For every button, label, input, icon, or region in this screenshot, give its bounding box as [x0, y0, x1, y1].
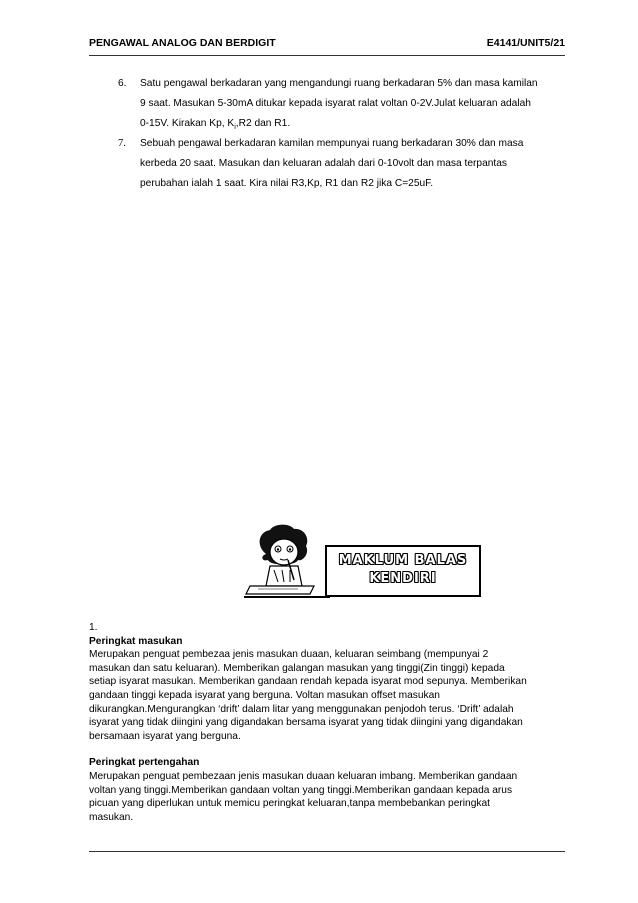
question-line: Sebuah pengawal berkadaran kamilan mempunyai ruang berkadaran 30% dan masa — [140, 138, 524, 149]
paragraph-line: picuan yang diperlukan untuk memicu peringkat keluaran,tanpa membebankan peringkat — [89, 798, 490, 810]
paragraph-line: masukan. — [89, 811, 134, 823]
question-line: kerbeda 20 saat. Masukan dan keluaran adalah dari 0-10volt dan masa terpantas — [140, 158, 507, 169]
footer-rule — [89, 851, 565, 852]
paragraph-line: isyarat yang tidak diingini yang digandakan bersama isyarat yang tidak diingini yang digandakan — [89, 717, 523, 729]
paragraph-line: gandaan tinggi kepada isyarat yang berguna. Voltan masukan offset masukan — [89, 689, 440, 701]
student-writing-illustration — [244, 524, 332, 600]
question-line: Satu pengawal berkadaran yang mengandungi ruang berkadaran 5% dan masa kamilan — [140, 78, 538, 89]
paragraph-gap — [89, 743, 569, 756]
section-heading: Peringkat pertengahan — [89, 757, 200, 769]
paragraph-line: setiap isyarat masukan. Memberikan gandaan rendah kepada isyarat mod sepunya. Memberikan — [89, 676, 527, 688]
answer-number: 1. — [89, 622, 98, 633]
header-code: E4141/UNIT5/21 — [486, 37, 565, 49]
banner-line-1: MAKLUM BALAS — [338, 553, 468, 568]
paragraph-line: Merupakan penguat pembezaan jenis masukan duaan keluaran imbang. Memberikan gandaan — [89, 770, 518, 782]
paragraph-line: bersamaan isyarat yang berguna. — [89, 730, 241, 742]
header-title: PENGAWAL ANALOG DAN BERDIGIT — [89, 37, 276, 49]
header-rule — [89, 55, 565, 56]
paragraph-line: dikurangkan.Mengurangkan ‘drift’ dalam litar yang menggunakan penjodoh terus. ‘Drift’ adalah — [89, 703, 514, 715]
question-line: perubahan ialah 1 saat. Kira nilai R3,Kp, R1 dan R2 jika C=25uF. — [140, 178, 434, 189]
answer-section — [89, 621, 569, 824]
question-number: 6. — [118, 78, 127, 89]
feedback-banner — [325, 545, 481, 597]
question-line-part: 0-15V. Kirakan Kp, K — [140, 118, 235, 129]
paragraph-line: Merupakan penguat pembezaa jenis masukan duaan, keluaran seimbang (mempunyai 2 — [89, 649, 489, 661]
section-heading: Peringkat masukan — [89, 635, 183, 647]
question-line: 9 saat. Masukan 5-30mA ditukar kepada isyarat ralat voltan 0-2V.Julat keluaran adalah — [140, 98, 531, 109]
question-line: 0-15V. Kirakan Kp, $K_i,R2$ dan R1. — [140, 118, 291, 132]
banner-line-2: KENDIRI — [369, 571, 437, 586]
paragraph-line: voltan yang tinggi.Memberikan gandaan voltan yang tinggi.Memberikan gandaan kepada arus — [89, 784, 513, 796]
paragraph-line: masukan dan satu keluaran). Memberikan galangan masukan yang tinggi(Zin tinggi) kepada — [89, 662, 505, 674]
page-header — [89, 37, 565, 53]
question-line-part: R2 dan R1. — [238, 118, 291, 129]
question-number: 7. — [118, 138, 126, 149]
